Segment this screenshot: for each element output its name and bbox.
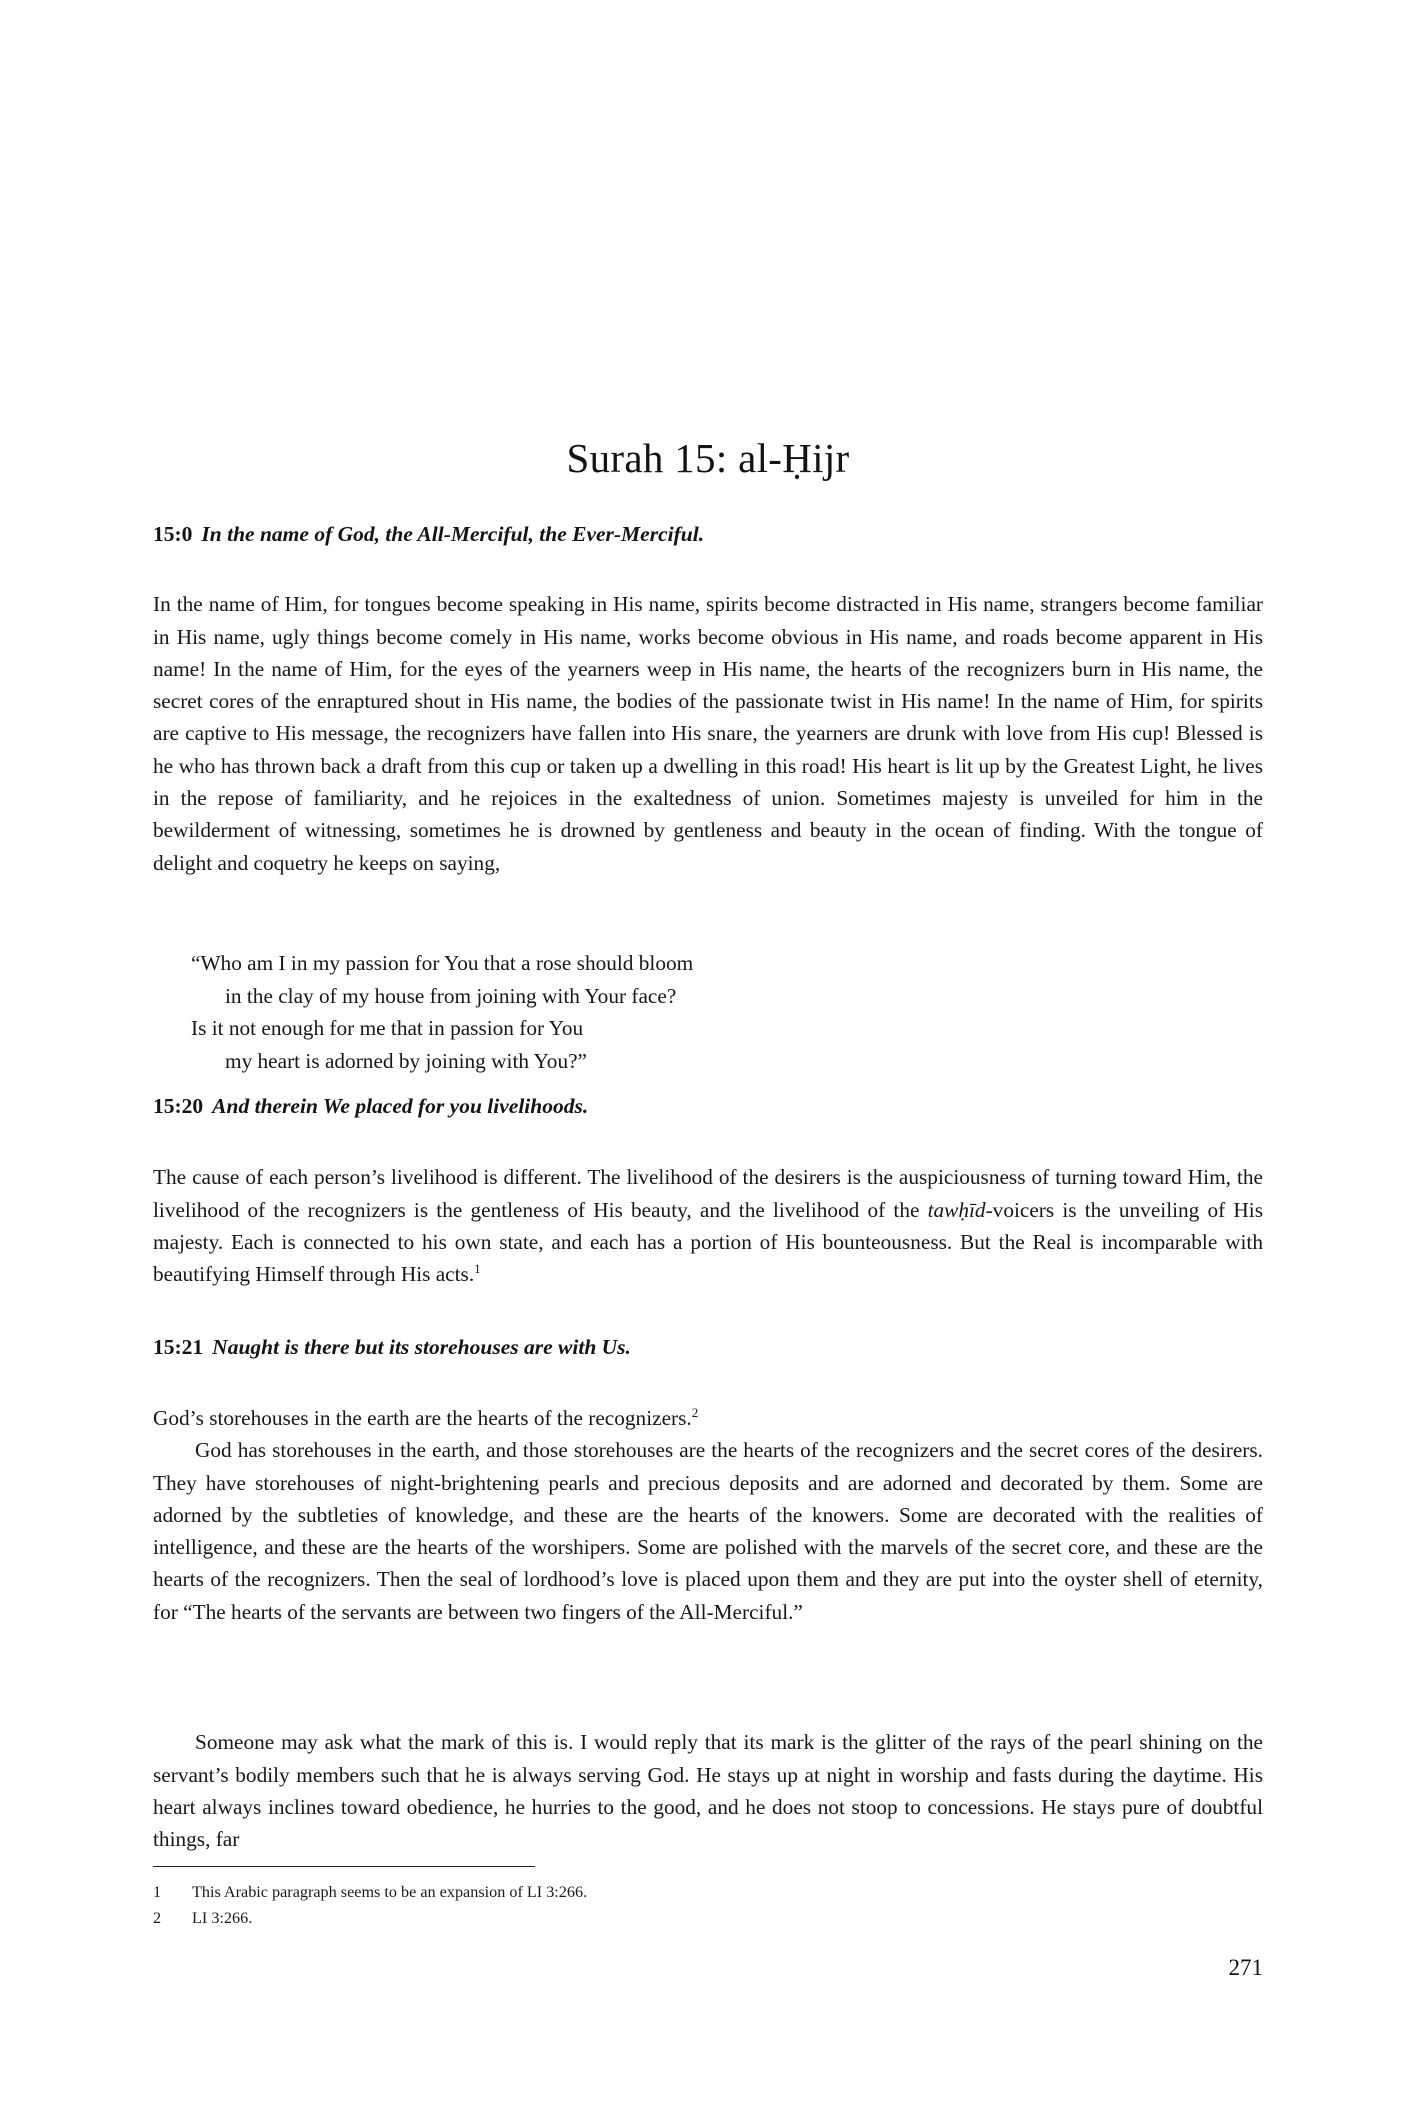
verse-number: 15:0 xyxy=(153,522,193,546)
poem-line-2: in the clay of my house from joining with Your face? xyxy=(225,983,677,1008)
verse-heading-15-21 xyxy=(153,1333,1263,1361)
poem-line-3: Is it not enough for me that in passion for You xyxy=(191,1016,584,1040)
footnote-ref-1[interactable]: 1 xyxy=(474,1261,481,1277)
poem-line-1: “Who am I in my passion for You that a rose should bloom xyxy=(191,951,694,975)
paragraph-storehouses-intro xyxy=(153,1402,1263,1434)
verse-number: 15:21 xyxy=(153,1335,204,1359)
footnote-number: 1 xyxy=(153,1883,162,1901)
verse-heading-15-20 xyxy=(153,1092,1263,1120)
paragraph-bismillah-commentary: In the name of Him, for tongues become speaking in His name, spirits become distracted in His name, strangers become familiar in His name, ugly things become comely in His name, works become obvious in His name, and roads become apparent in His name! In the name of Him, for the eyes of the yearners weep in His name, the hearts of the recognizers burn in His name, the secret cores of the enraptured shout in His name, the bodies of the passionate twist in His name! In the name of Him, for spirits are captive to His message, the recognizers have fallen into His snare, the yearners are drunk with love from His cup! Blessed is he who has thrown back a draft from this cup or taken up a dwelling in this road! His heart is lit up by the Greatest Light, he lives in the repose of familiarity, and he rejoices in the exaltedness of union. Sometimes majesty is unveiled for him in the bewilderment of witnessing, sometimes he is drowned by gentleness and beauty in the ocean of finding. With the tongue of delight and coquetry he keeps on saying, xyxy=(153,592,1263,875)
footnote-number: 2 xyxy=(153,1909,162,1927)
paragraph-text-part-2: -voicers is the unveiling of His majesty. Each is connected to his own state, and each has a portion of His bounteousness. But the Real is incomparable with beautifying Himself through His acts. xyxy=(153,1197,1263,1287)
verse-number: 15:20 xyxy=(153,1094,204,1118)
poem-block xyxy=(153,947,1263,1077)
verse-text: In the name of God, the All-Merciful, the Ever-Merciful. xyxy=(201,522,705,546)
term-tawhid: tawḥīd xyxy=(927,1197,986,1222)
footnote-text: This Arabic paragraph seems to be an expansion of LI 3:266. xyxy=(192,1883,588,1901)
paragraph-mark-of-this: Someone may ask what the mark of this is. I would reply that its mark is the glitter of the rays of the pearl shining on the servant’s bodily members such that he is always serving God. He stays up at night in worship and fasts during the daytime. His heart always inclines toward obedience, he hurries to the good, and he does not stoop to concessions. He stays pure of doubtful things, far xyxy=(153,1730,1263,1852)
footnote-separator xyxy=(153,1866,535,1867)
footnote-item-2 xyxy=(153,1905,1263,1931)
verse-text: And therein We placed for you livelihoods. xyxy=(212,1094,589,1118)
paragraph-text: God’s storehouses in the earth are the hearts of the recognizers. xyxy=(153,1406,692,1431)
paragraph-livelihoods-commentary xyxy=(153,1161,1263,1290)
footnotes-block xyxy=(153,1879,1263,1931)
footnote-text: LI 3:266. xyxy=(192,1909,253,1927)
paragraph-text-part-1: The cause of each person’s livelihood is different. The livelihood of the desirers is the auspiciousness of turning toward Him, the livelihood of the recognizers is the gentleness of His beauty, and the livelihood of the xyxy=(153,1165,1263,1222)
page-title: Surah 15: al-Ḥijr xyxy=(566,435,850,482)
verse-heading-15-0 xyxy=(153,520,1263,548)
page-number: 271 xyxy=(1228,1955,1263,1980)
verse-text: Naught is there but its storehouses are with Us. xyxy=(212,1335,631,1359)
paragraph-storehouses-body: God has storehouses in the earth, and those storehouses are the hearts of the recognizers and the secret cores of the desirers. They have storehouses of night-brightening pearls and precious deposits and are adorned and decorated by them. Some are adorned by the subtleties of knowledge, and these are the hearts of the knowers. Some are decorated with the realities of intelligence, and these are the hearts of the worshipers. Some are polished with the marvels of the secret core, and these are the hearts of the recognizers. Then the seal of lordhood’s love is placed upon them and they are put into the oyster shell of eternity, for “The hearts of the servants are between two fingers of the All-Merciful.” xyxy=(153,1438,1263,1624)
poem-line-4: my heart is adorned by joining with You?” xyxy=(225,1048,588,1073)
footnote-ref-2[interactable]: 2 xyxy=(691,1405,699,1421)
footnote-item-1 xyxy=(153,1879,1263,1905)
